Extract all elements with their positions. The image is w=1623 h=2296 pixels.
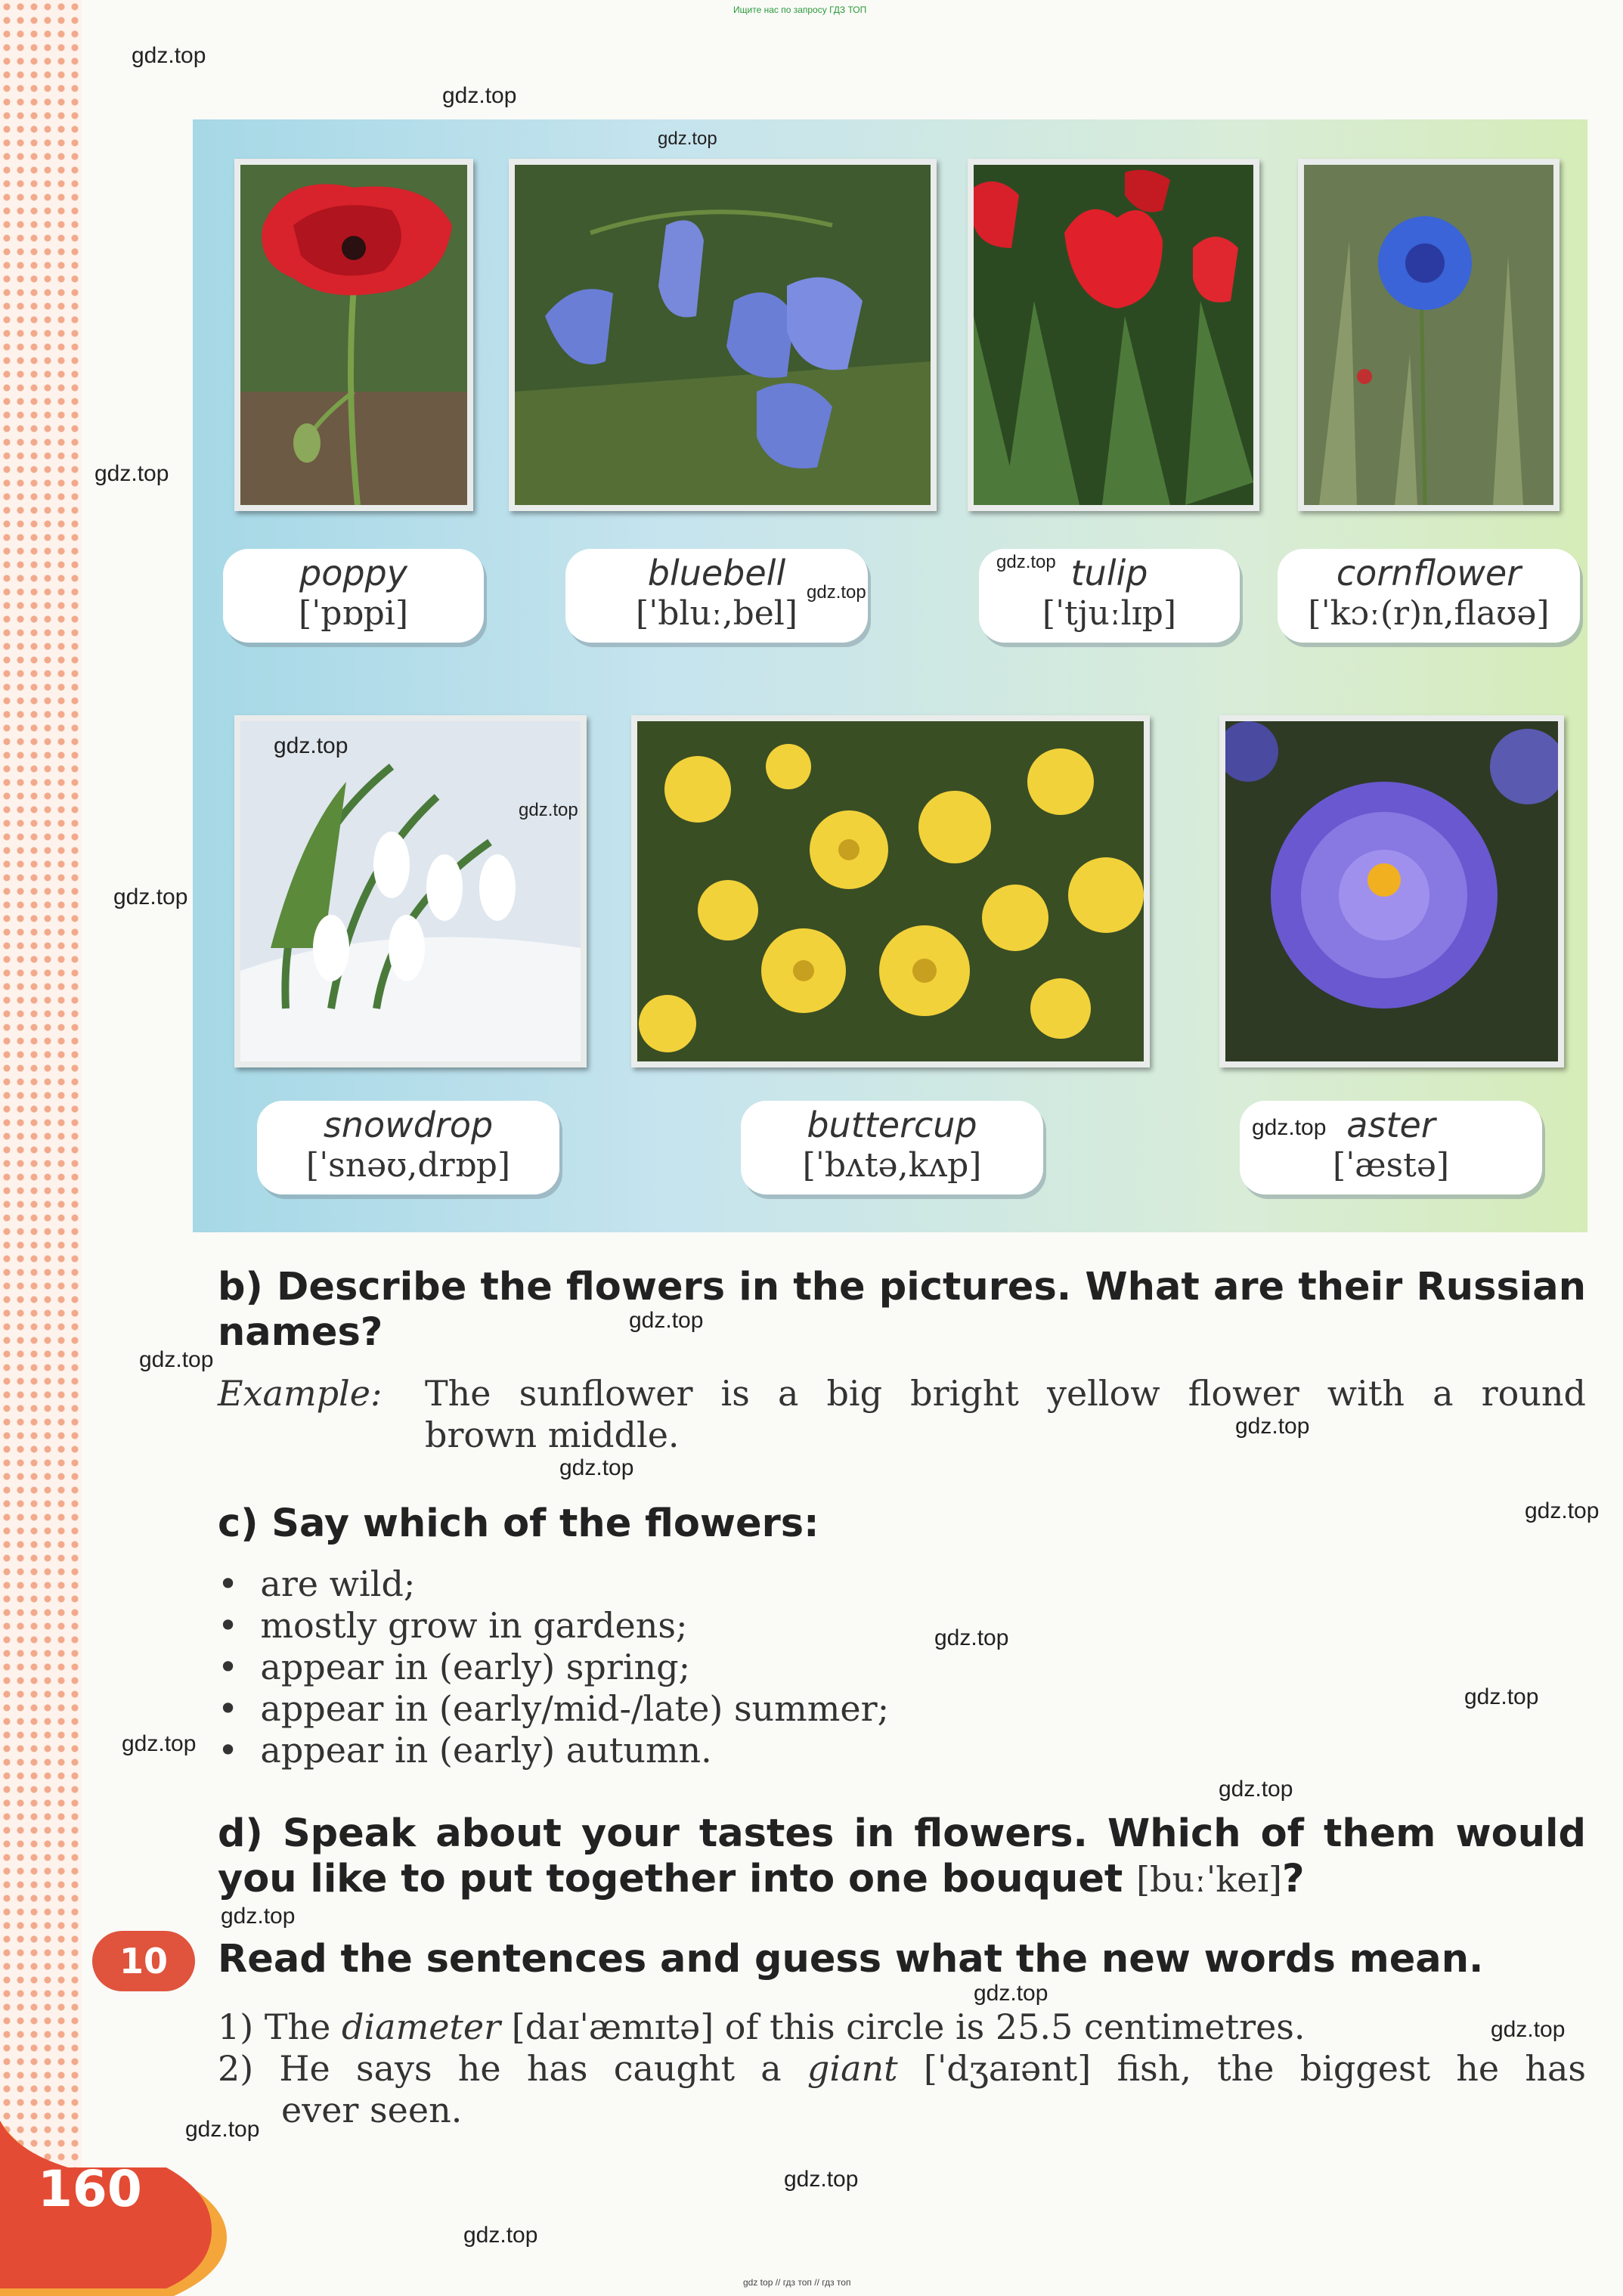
sentence-2-transcription: [ˈdʒaɪənt]: [923, 2048, 1092, 2089]
flower-transcription: [ˈtjuːlɪp]: [1042, 594, 1177, 633]
watermark: gdz.top: [807, 582, 866, 603]
task-c-item-text: mostly grow in gardens;: [260, 1605, 688, 1646]
task-b-example-line1: The sunflower is a big bright yellow flower with a round: [425, 1373, 1586, 1414]
aster-photo: [1219, 715, 1564, 1067]
watermark: gdz.top: [974, 1981, 1048, 2006]
watermark: gdz.top: [1525, 1498, 1600, 1523]
sentence-1-num: 1): [218, 2006, 254, 2047]
sentence-2-line2: ever seen.: [281, 2090, 463, 2130]
task-d-end: ?: [1282, 1857, 1305, 1901]
task-d-line2-text: you like to put together into one bouquet: [218, 1857, 1123, 1901]
flower-word: poppy: [299, 553, 407, 593]
cornflower-photo: [1298, 159, 1560, 511]
exercise10-heading: Read the sentences and guess what the new words mean.: [218, 1937, 1484, 1982]
sentence-1: [218, 2006, 1586, 2048]
tulip-photo: [968, 159, 1259, 511]
task-d-line1: d) Speak about your tastes in flowers. Which of them would: [218, 1811, 1586, 1856]
sentence-1-word: diameter: [342, 2006, 501, 2047]
label-buttercup: [741, 1101, 1043, 1194]
watermark: gdz.top: [1464, 1684, 1539, 1709]
watermark: gdz.top: [274, 733, 348, 758]
flower-transcription: [ˈæstə]: [1332, 1146, 1450, 1185]
sentence-2-end: fish, the biggest he has: [1117, 2048, 1586, 2089]
sentence-1-end: of this circle is 25.5 centimetres.: [724, 2006, 1306, 2047]
task-d-line2: [218, 1857, 1586, 1902]
watermark: gdz.top: [139, 1347, 214, 1372]
label-snowdrop: [257, 1101, 559, 1194]
task-c-item: • appear in (early/mid-/late) summer;: [218, 1688, 890, 1729]
watermark: gdz.top: [559, 1455, 634, 1480]
buttercup-photo: [631, 715, 1150, 1067]
task-c-item: • are wild;: [218, 1563, 416, 1604]
flower-transcription: [ˈkɔː(r)n,flaʊə]: [1308, 594, 1550, 633]
watermark: gdz.top: [463, 2223, 538, 2248]
task-c-item: • appear in (early) spring;: [218, 1647, 691, 1687]
label-cornflower: [1278, 549, 1580, 643]
sentence-2-start: He says he has caught a: [279, 2048, 782, 2089]
sentence-2: [218, 2048, 1586, 2090]
watermark: gdz.top: [1219, 1777, 1293, 1802]
task-c-item-text: appear in (early/mid-/late) summer;: [260, 1688, 890, 1729]
flower-transcription: [ˈsnəʊ,drɒp]: [305, 1146, 511, 1185]
watermark: gdz.top: [113, 885, 188, 909]
flower-word: snowdrop: [323, 1105, 494, 1145]
snowdrop-photo: [234, 715, 587, 1067]
top-note: Ищите нас по запросу ГДЗ ТОП: [733, 5, 867, 15]
watermark: gdz.top: [1252, 1115, 1327, 1140]
sentence-2-word: giant: [807, 2048, 898, 2089]
task-d-transcription: [buːˈkeɪ]: [1136, 1859, 1282, 1900]
label-poppy: [223, 549, 484, 643]
flower-transcription: [ˈbluː,bel]: [635, 594, 798, 633]
watermark: gdz.top: [996, 552, 1056, 572]
flower-transcription: [ˈbʌtə,kʌp]: [802, 1146, 982, 1185]
task-b-example-line2: brown middle.: [425, 1414, 680, 1455]
task-c-item-text: are wild;: [260, 1563, 416, 1604]
watermark: gdz.top: [658, 129, 717, 149]
page-edge-pattern: [0, 0, 82, 2296]
watermark: gdz.top: [442, 83, 517, 108]
watermark: gdz.top: [629, 1308, 704, 1333]
watermark: gdz.top: [221, 1904, 296, 1929]
flower-word: bluebell: [647, 553, 786, 593]
sentence-1-start: The: [264, 2006, 331, 2047]
watermark: gdz.top: [94, 461, 169, 486]
watermark: gdz.top: [185, 2117, 260, 2142]
task-c-item: • mostly grow in gardens;: [218, 1605, 688, 1646]
watermark: gdz.top: [122, 1731, 197, 1756]
watermark: gdz.top: [784, 2167, 859, 2192]
task-b-example-label: Example:: [218, 1373, 383, 1414]
exercise-number-badge: 10: [92, 1931, 195, 1991]
watermark: gdz.top: [519, 800, 578, 820]
bottom-note: gdz top // гдз топ // гдз топ: [743, 2277, 851, 2288]
task-c-item: • appear in (early) autumn.: [218, 1730, 712, 1771]
flowers-panel: [193, 119, 1587, 1232]
poppy-photo: [234, 159, 473, 511]
watermark: gdz.top: [1235, 1414, 1310, 1439]
watermark: gdz.top: [132, 43, 206, 68]
sentence-2-num: 2): [218, 2048, 254, 2089]
task-c-heading: c) Say which of the flowers:: [218, 1501, 819, 1546]
task-c-item-text: appear in (early) spring;: [260, 1647, 691, 1687]
task-c-item-text: appear in (early) autumn.: [260, 1730, 712, 1771]
flower-transcription: [ˈpɒpi]: [299, 594, 408, 633]
task-b-heading: b) Describe the flowers in the pictures. What are their Russian names?: [218, 1265, 1586, 1355]
watermark: gdz.top: [1491, 2017, 1566, 2042]
watermark: gdz.top: [934, 1625, 1009, 1650]
page-number: 160: [38, 2160, 142, 2218]
flower-word: tulip: [1070, 553, 1148, 593]
flower-word: buttercup: [807, 1105, 977, 1145]
bluebell-photo: [509, 159, 937, 511]
flower-word: cornflower: [1336, 553, 1522, 593]
sentence-1-transcription: [daɪˈæmɪtə]: [511, 2006, 714, 2047]
flower-word: aster: [1346, 1105, 1436, 1145]
